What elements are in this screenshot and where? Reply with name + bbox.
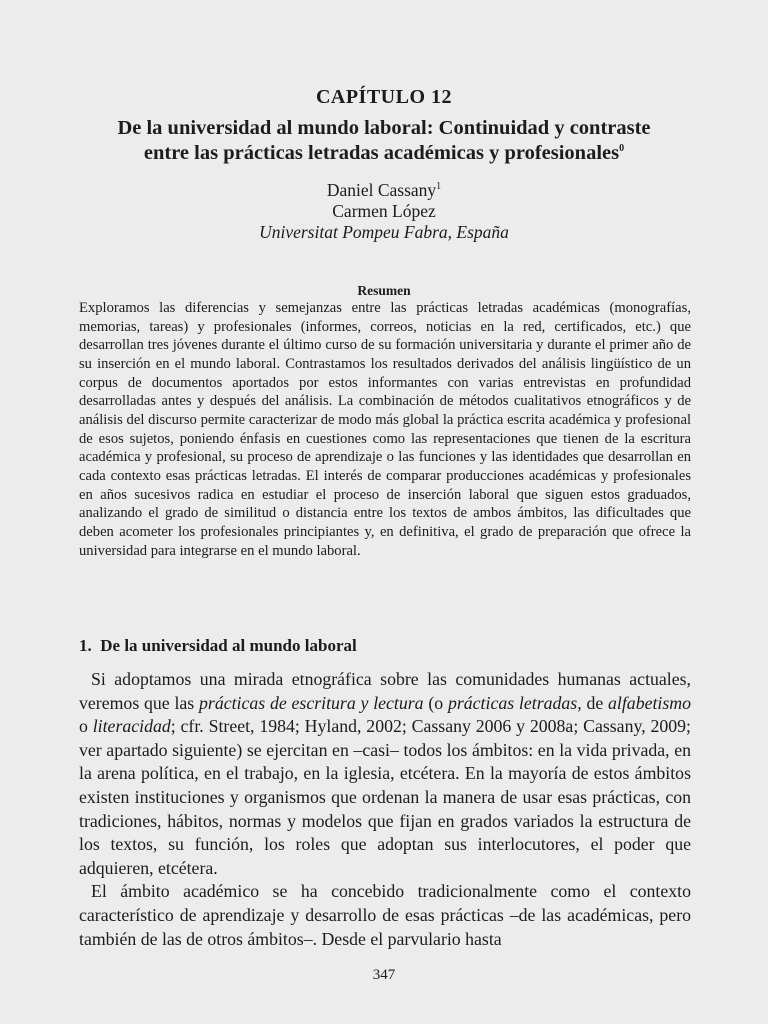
term-alfabetismo: alfabetismo: [608, 692, 692, 713]
chapter-label: CAPÍTULO 12: [315, 86, 453, 108]
paragraph-1-text-e: ; cfr. Street, 1984; Hyland, 2002; Cassany 2006 y 2008a; Cassany, 2009; ver apartado siguiente) se ejercitan en –casi– todos los ámbitos: en la vida privada, en la arena política, en el trabajo, en la iglesia, etcétera. En la mayoría de estos ámbitos existen instituciones y organismos que ordenan la manera de usar esas prácticas, con tradiciones, hábitos, normas y modelos que fijan en grados variados la estructura de los textos, su función, los roles que adoptan sus interlocutores, el poder que adquieren, etcétera.: [79, 716, 691, 878]
paragraph-2: El ámbito académico se ha concebido tradicionalmente como el contexto característico de aprendizaje y desarrollo de esas prácticas –de las académicas, pero también de las de otros ámbitos–. Desde el parvulario hasta: [79, 881, 691, 949]
term-practicas-letradas: prácticas letradas,: [447, 692, 582, 713]
author-1: [0, 179, 768, 201]
author-1-name: Daniel Cassany: [326, 180, 437, 200]
author-2-name: Carmen López: [332, 201, 436, 221]
term-literacidad: literacidad: [92, 716, 171, 737]
author-1-footnote-mark: 1: [436, 181, 442, 193]
abstract-text: Exploramos las diferencias y semejanzas entre las prácticas letradas académicas (monografías, memorias, tareas) y profesionales (informes, correos, noticias en la red, certificados, etc.) que desarrollan tres jóvenes durante el último curso de su formación universitaria y durante el primer año de su inserción en el mundo laboral. Contrastamos los resultados derivados del análisis lingüístico de un corpus de documentos aportados por estos informantes con varias entrevistas en profundidad desarrolladas antes y después del análisis. La combinación de métodos cualitativos etnográficos y de análisis del discurso permite caracterizar de modo más global la práctica escrita académica y profesional de esos sujetos, poniendo énfasis en cuestiones como las representaciones que tienen de la escritura académica y profesional, su proceso de aprendizaje o las funciones y las identidades que desarrollan en cada contexto esas prácticas letradas. El interés de comparar producciones académicas y profesionales en años sucesivos radica en estudiar el proceso de inserción laboral que siguen estos graduados, analizando el grado de similitud o distancia entre los textos de ambos ámbitos, las dificultades que deben acometer los profesionales principiantes y, en definitiva, el grado de preparación que ofrece la universidad para integrarse en el mundo laboral.: [79, 300, 691, 559]
chapter-title: [60, 116, 708, 166]
author-2: [0, 200, 768, 222]
paragraph-1-text-b: (o: [423, 692, 448, 713]
paragraph-1: [79, 668, 691, 880]
title-line-2: entre las prácticas letradas académicas y profesionales: [143, 142, 620, 164]
abstract-heading: Resumen: [357, 283, 411, 298]
section-heading: [79, 636, 357, 656]
section-title: De la universidad al mundo laboral: [100, 636, 357, 655]
title-line-1: De la universidad al mundo laboral: Continuidad y contraste: [117, 117, 651, 139]
body-text: [79, 668, 691, 951]
affiliation: Universitat Pompeu Fabra, España: [259, 222, 509, 242]
term-practicas-escritura: prácticas de escritura y lectura: [199, 692, 424, 713]
paragraph-1-text-c: de: [581, 692, 609, 713]
section-number: 1.: [79, 636, 92, 655]
paragraph-1-text-a: Si adoptamos una mirada etnográfica sobre las comunidades humanas actuales, veremos que las: [79, 669, 691, 713]
title-footnote-mark: 0: [619, 143, 625, 155]
page-number: 347: [372, 967, 396, 983]
paragraph-1-text-d: o: [79, 716, 93, 737]
